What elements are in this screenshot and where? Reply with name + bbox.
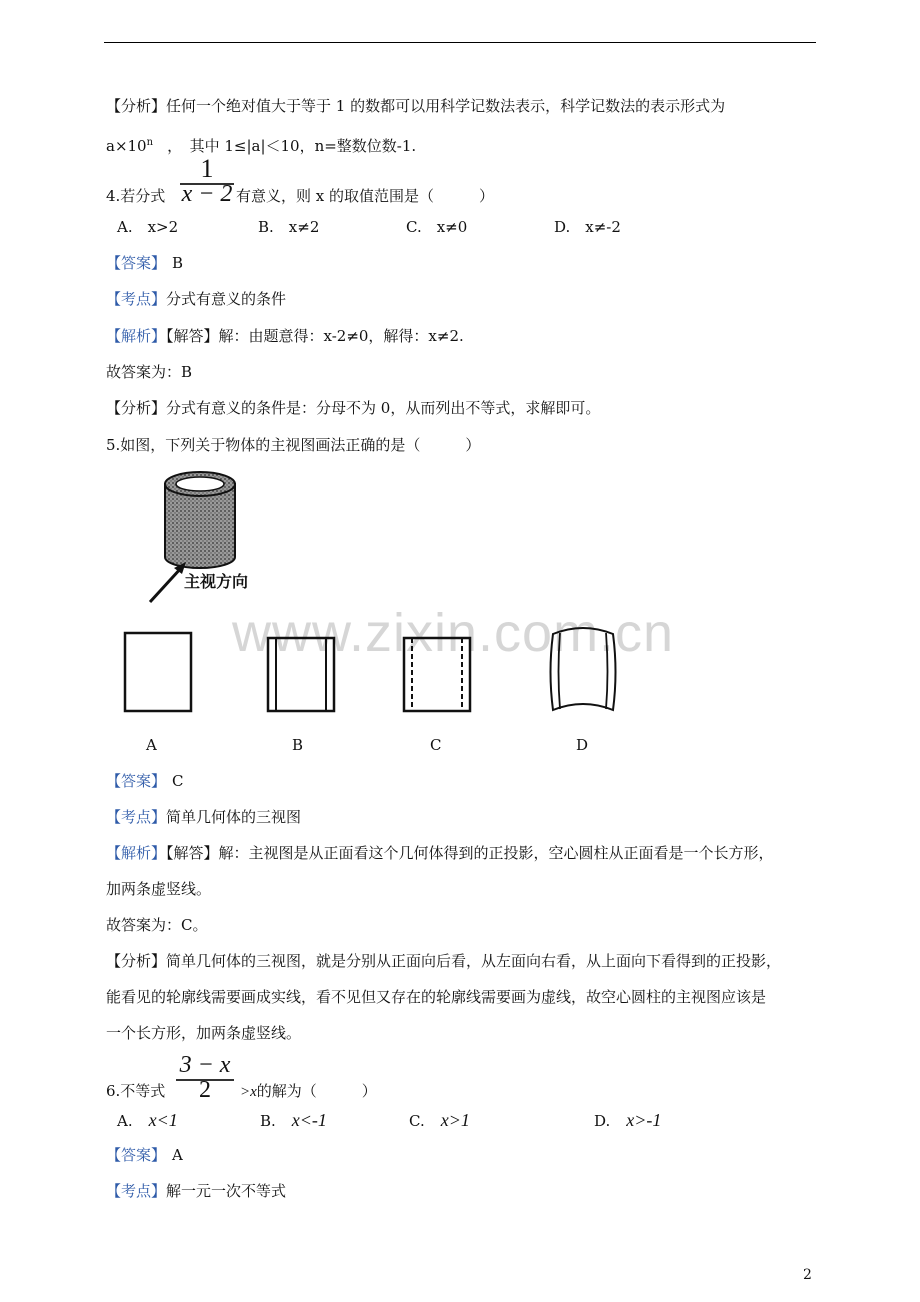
page-number: 2 bbox=[803, 1267, 812, 1283]
q6-frac-numerator: 3 − x bbox=[179, 1052, 231, 1078]
q5-fenxi-1: 简单几何体的三视图，就是分别从正面向后看，从左面向右看，从上面向下看得到的正投影， bbox=[166, 952, 782, 970]
answer-tag: 【答案】 bbox=[106, 254, 167, 272]
prev-analysis-line2 bbox=[106, 133, 416, 156]
q6-suffix-line bbox=[240, 1081, 377, 1102]
option-b-label: B bbox=[292, 736, 304, 754]
prev-analysis-line1 bbox=[106, 96, 725, 116]
q4-frac-denominator: x − 2 bbox=[181, 181, 233, 207]
q6-option-b bbox=[260, 1110, 327, 1131]
answer-tag: 【答案】 bbox=[106, 1146, 167, 1164]
watermark: www.zixin.com.cn bbox=[232, 603, 675, 663]
kaodian-tag: 【考点】 bbox=[106, 808, 167, 826]
q5-answer: C bbox=[172, 772, 184, 790]
q6-gt-x: >x bbox=[240, 1084, 257, 1100]
q5-question: 5.如图，下列关于物体的主视图画法正确的是（ ） bbox=[106, 436, 481, 454]
header-rule bbox=[104, 42, 816, 43]
q4-option-c: C. x≠0 bbox=[406, 218, 468, 236]
q6-option-d bbox=[594, 1110, 661, 1131]
sci-notation-exp: n bbox=[146, 137, 154, 148]
q6-frac-denominator: 2 bbox=[199, 1077, 211, 1103]
q5-fenxi-line1 bbox=[106, 951, 781, 971]
jiexi-tag: 【解析】 bbox=[106, 844, 167, 862]
q4-option-d: D. x≠-2 bbox=[554, 218, 621, 236]
option-a-label: A bbox=[146, 736, 157, 754]
q4-answer-line bbox=[106, 253, 183, 273]
q6-option-b-letter: B. bbox=[260, 1112, 276, 1130]
q6-option-d-letter: D. bbox=[594, 1112, 611, 1130]
q4-prefix: 4.若分式 bbox=[106, 187, 166, 205]
q4-final: 故答案为：B bbox=[106, 363, 193, 381]
q6-answer-line bbox=[106, 1145, 183, 1165]
q4-fenxi-line bbox=[106, 398, 600, 418]
q5-kaodian: 简单几何体的三视图 bbox=[166, 808, 302, 826]
q6-answer: A bbox=[172, 1146, 183, 1164]
q5-jiexi-line1 bbox=[106, 843, 774, 863]
q6-option-a-letter: A. bbox=[117, 1112, 133, 1130]
q4-jiexi-line bbox=[106, 326, 464, 346]
kaodian-tag: 【考点】 bbox=[106, 1182, 167, 1200]
kaodian-tag: 【考点】 bbox=[106, 290, 167, 308]
q4-suffix: 有意义，则 x 的取值范围是（ ） bbox=[236, 187, 494, 205]
sci-notation-base: a×10 bbox=[106, 137, 147, 155]
option-c-figure bbox=[402, 636, 474, 714]
q6-option-d-math: x>-1 bbox=[626, 1110, 662, 1130]
q5-fenxi-line3: 一个长方形，加两条虚竖线。 bbox=[106, 1024, 302, 1042]
option-b-figure bbox=[266, 636, 338, 714]
q6-option-b-math: x<-1 bbox=[291, 1110, 327, 1130]
option-d-figure bbox=[548, 624, 618, 720]
analysis-condition: ， 其中 1≤|a|＜10，n=整数位数-1. bbox=[167, 137, 417, 155]
view-direction-label: 主视方向 bbox=[184, 572, 249, 591]
jiexi-tag: 【解析】 bbox=[106, 327, 167, 345]
q6-kaodian-line bbox=[106, 1181, 286, 1201]
q4-option-a: A. x>2 bbox=[117, 218, 179, 236]
option-a-figure bbox=[123, 631, 195, 713]
q6-option-a bbox=[117, 1110, 178, 1131]
analysis-tag: 【分析】 bbox=[106, 97, 167, 115]
q6-option-c-letter: C. bbox=[409, 1112, 425, 1130]
q4-kaodian-line bbox=[106, 289, 286, 309]
q5-answer-line bbox=[106, 771, 184, 791]
analysis-text: 任何一个绝对值大于等于 1 的数都可以用科学记数法表示，科学记数法的表示形式为 bbox=[166, 97, 726, 115]
q6-option-c-math: x>1 bbox=[440, 1110, 470, 1130]
q5-fenxi-line2: 能看见的轮廓线需要画成实线，看不见但又存在的轮廓线需要画为虚线，故空心圆柱的主视图应该是 bbox=[106, 988, 767, 1006]
q5-kaodian-line bbox=[106, 807, 301, 827]
q4-option-b: B. x≠2 bbox=[258, 218, 320, 236]
q5-jiexi-line2: 加两条虚竖线。 bbox=[106, 880, 212, 898]
q6-option-c bbox=[409, 1110, 470, 1131]
q5-final: 故答案为：C。 bbox=[106, 916, 208, 934]
q4-answer: B bbox=[172, 254, 184, 272]
q6-suffix: 的解为（ ） bbox=[256, 1082, 377, 1100]
fenxi-tag: 【分析】 bbox=[106, 952, 167, 970]
q6-option-a-math: x<1 bbox=[148, 1110, 178, 1130]
option-d-label: D bbox=[576, 736, 589, 754]
q4-jiexi: 【解答】解：由题意得：x-2≠0，解得：x≠2. bbox=[166, 327, 464, 345]
q4-frac-numerator: 1 bbox=[200, 154, 214, 183]
q6-kaodian: 解一元一次不等式 bbox=[166, 1182, 287, 1200]
q6-prefix: 6.不等式 bbox=[106, 1082, 166, 1100]
answer-tag: 【答案】 bbox=[106, 772, 167, 790]
q5-jiexi-1: 【解答】解：主视图是从正面看这个几何体得到的正投影，空心圆柱从正面看是一个长方形， bbox=[166, 844, 774, 862]
q4-kaodian: 分式有意义的条件 bbox=[166, 290, 287, 308]
fenxi-tag: 【分析】 bbox=[106, 399, 167, 417]
q4-fenxi: 分式有意义的条件是：分母不为 0，从而列出不等式，求解即可。 bbox=[166, 399, 601, 417]
option-c-label: C bbox=[430, 736, 442, 754]
